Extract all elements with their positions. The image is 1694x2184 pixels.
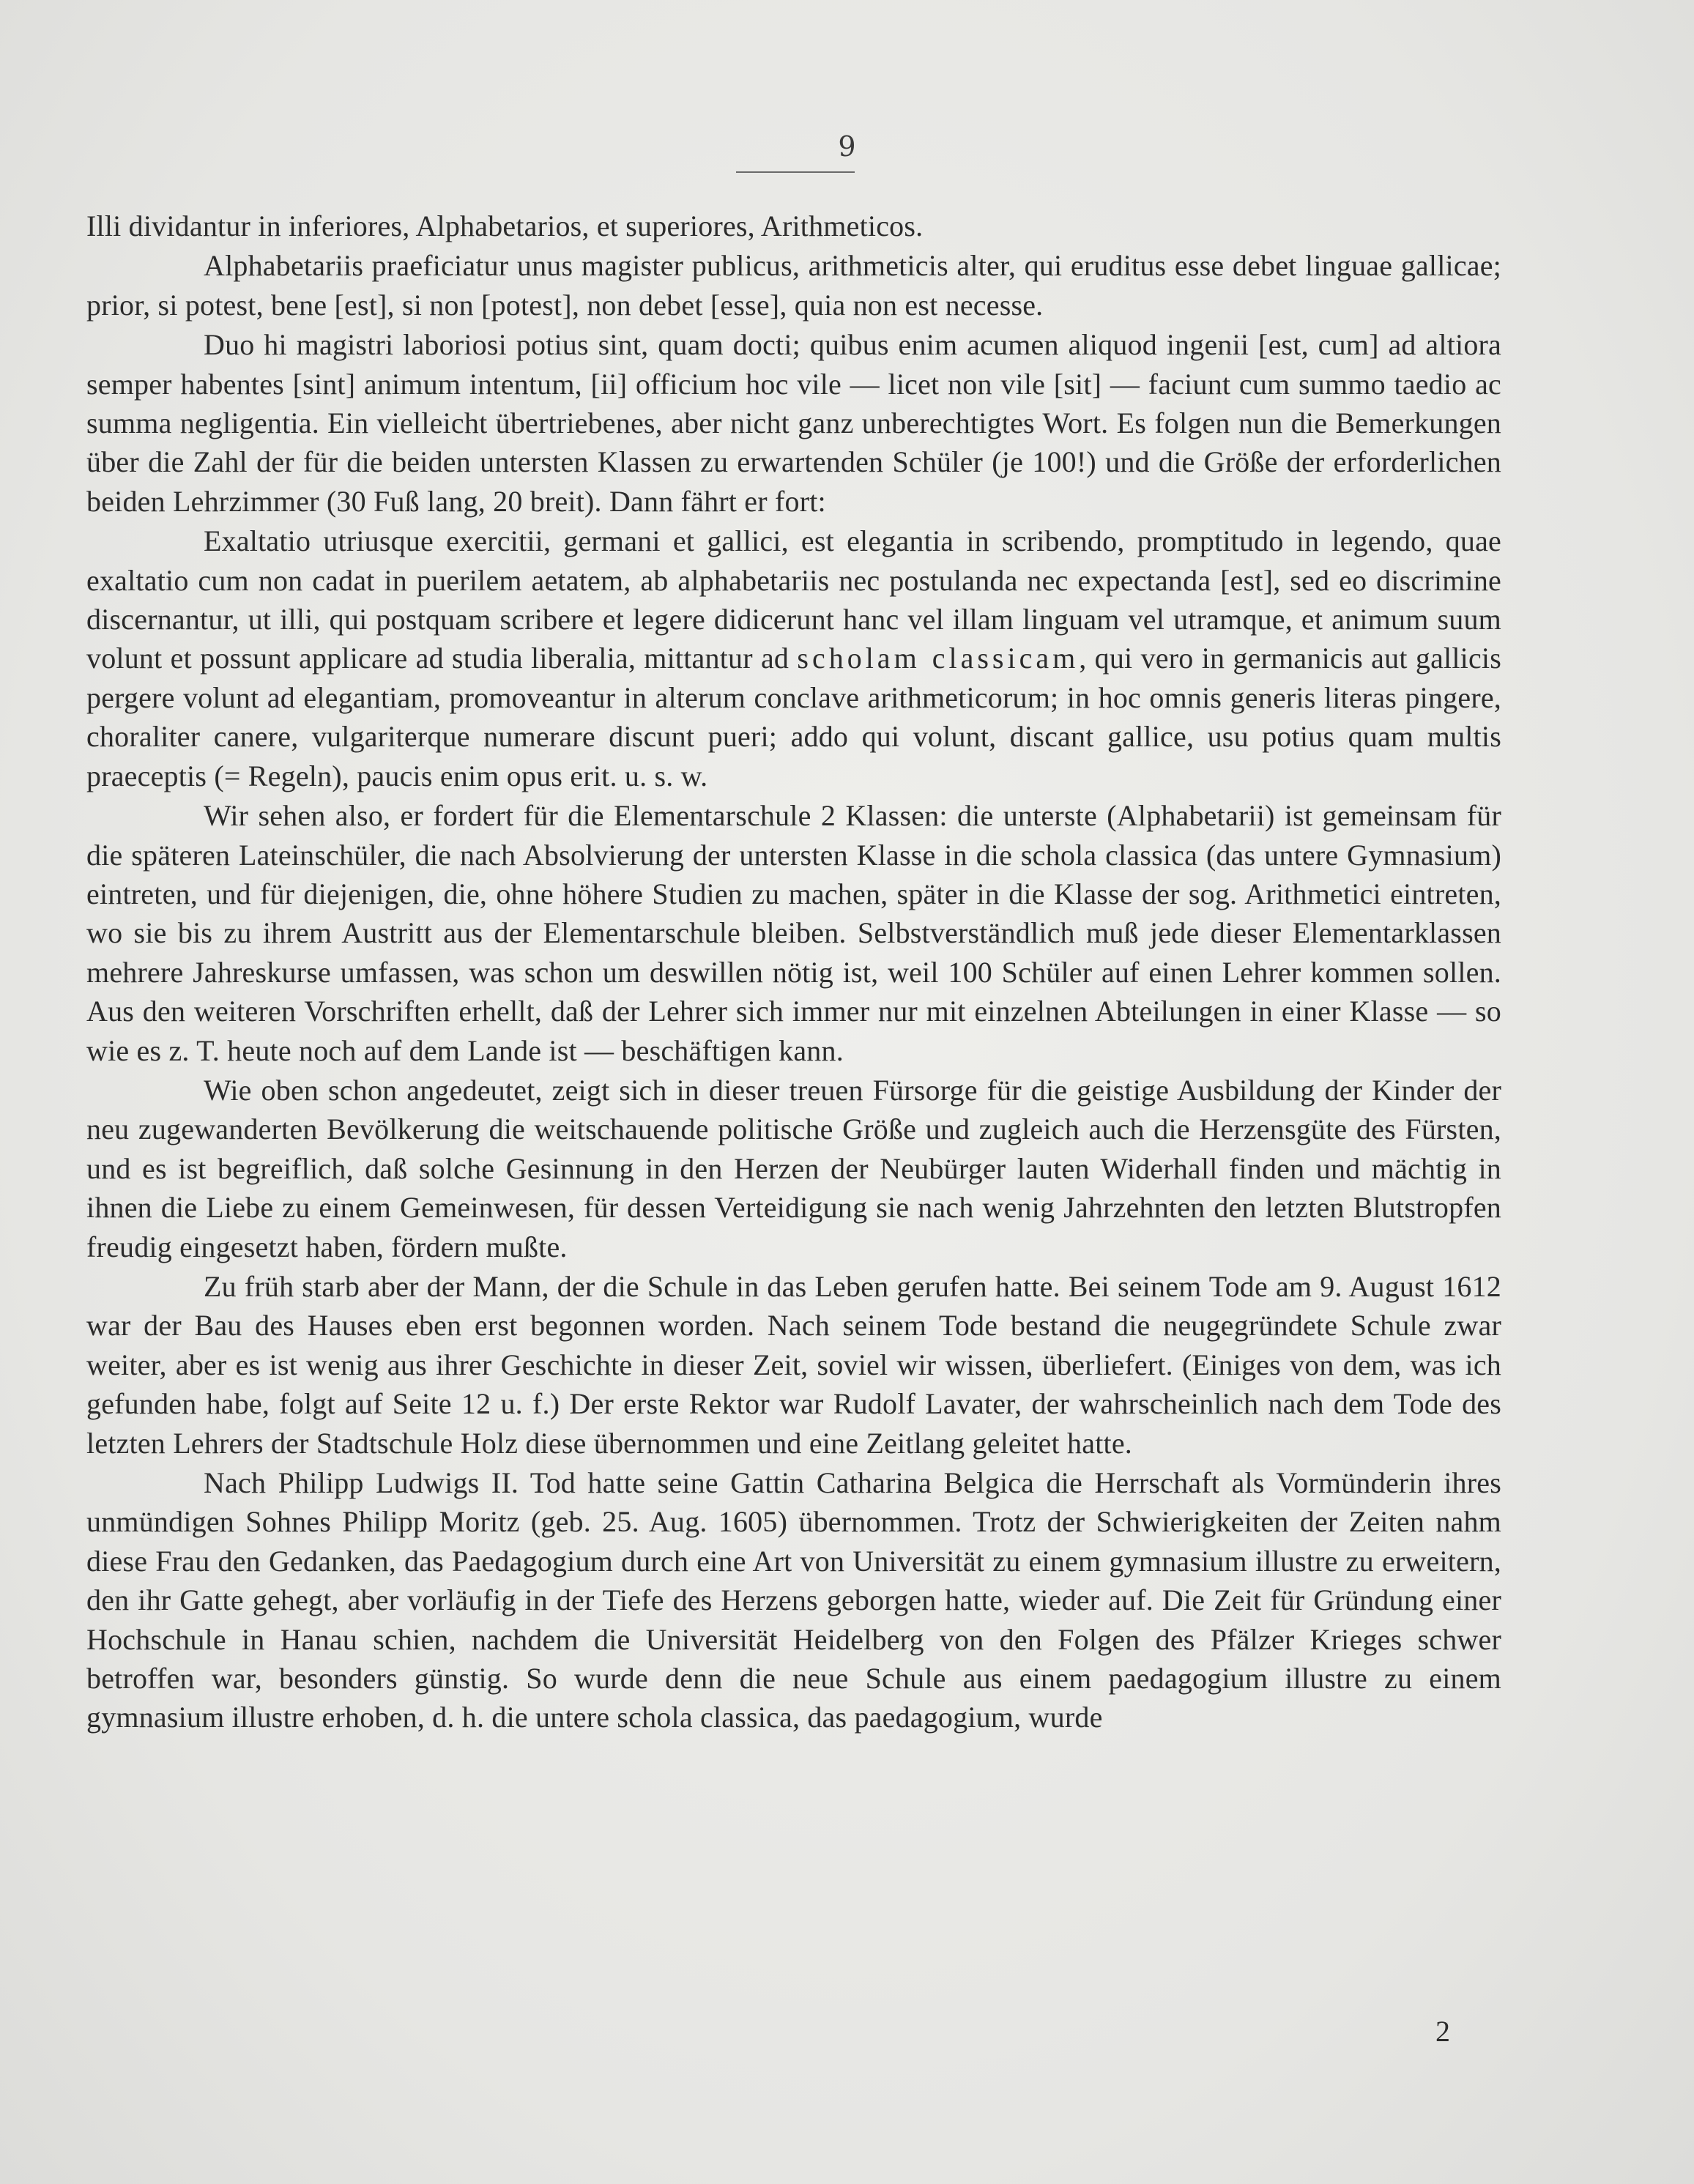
- paragraph-4: [86, 521, 1501, 795]
- paragraph-5: Wir sehen also, er fordert für die Elementarschule 2 Klassen: die unterste (Alphabetarii) ist gemeinsam für die späteren Lateinschüler, die nach Absolvierung der untersten Klasse in die schola classica (das untere Gymnasium) eintreten, und für diejenigen, die, ohne höhere Studien zu machen, später in die Klasse der sog. Arithmetici eintreten, wo sie bis zu ihrem Austritt aus der Elementarschule bleiben. Selbstverständlich muß jede dieser Elementarklassen mehrere Jahreskurse umfassen, was schon um deswillen nötig ist, weil 100 Schüler auf einen Lehrer kommen sollen. Aus den weiteren Vorschriften erhellt, daß der Lehrer sich immer nur mit einzelnen Abteilungen in einer Klasse — so wie es z. T. heute noch auf dem Lande ist — beschäftigen kann.: [86, 799, 1501, 1067]
- paragraph-4-part-2: , qui vero in germanicis aut gallicis pergere volunt ad elegantiam, promoveantur in alterum conclave arithmeticorum; in hoc omnis generis literas pingere, choraliter canere, vulgariterque numerare discunt pueri; addo qui volunt, discant gallice, usu potius quam multis praeceptis (= Regeln), paucis enim opus erit. u. s. w.: [86, 642, 1501, 792]
- body-text: [86, 207, 1501, 1738]
- signature-mark: 2: [1435, 2015, 1450, 2048]
- paragraph-7: Zu früh starb aber der Mann, der die Schule in das Leben gerufen hatte. Bei seinem Tode am 9. August 1612 war der Bau des Hauses eben erst begonnen worden. Nach seinem Tode bestand die neugegründete Schule zwar weiter, aber es ist wenig aus ihrer Geschichte in dieser Zeit, soviel wir wissen, überliefert. (Einiges von dem, was ich gefunden habe, folgt auf Seite 12 u. f.) Der erste Rektor war Rudolf Lavater, der wahrscheinlich nach dem Tode des letzten Lehrers der Stadtschule Holz diese übernommen und eine Zeitlang geleitet hatte.: [86, 1269, 1501, 1460]
- paragraph-1: Illi dividantur in inferiores, Alphabetarios, et superiores, Arithmeticos.: [86, 209, 924, 242]
- paragraph-6: Wie oben schon angedeutet, zeigt sich in dieser treuen Fürsorge für die geistige Ausbildung der Kinder der neu zugewanderten Bevölkerung die weitschauende politische Größe und zugleich auch die Herzensgüte des Fürsten, und es ist begreiflich, daß solche Gesinnung in den Herzen der Neubürger lauten Widerhall finden und mächtig in ihnen die Liebe zu einem Gemeinwesen, für dessen Verteidigung sie nach wenig Jahrzehnten den letzten Blutstropfen freudig eingesetzt haben, fördern mußte.: [86, 1073, 1501, 1263]
- paragraph-3: Duo hi magistri laboriosi potius sint, quam docti; quibus enim acumen aliquod ingenii [est, cum] ad altiora semper habentes [sint] animum intentum, [ii] officium hoc vile — licet non vile [sit] — faciunt cum summo taedio ac summa negligentia. Ein vielleicht übertriebenes, aber nicht ganz unberechtigtes Wort. Es folgen nun die Bemerkungen über die Zahl der für die beiden untersten Klassen zu erwartenden Schüler (je 100!) und die Größe der erforderlichen beiden Lehrzimmer (30 Fuß lang, 20 breit). Dann fährt er fort:: [86, 328, 1501, 518]
- paragraph-8: Nach Philipp Ludwigs II. Tod hatte seine Gattin Catharina Belgica die Herrschaft als Vormünderin ihres unmündigen Sohnes Philipp Moritz (geb. 25. Aug. 1605) übernommen. Trotz der Schwierigkeiten der Zeiten nahm diese Frau den Gedanken, das Paedagogium durch eine Art von Universität zu einem gymnasium illustre zu erweitern, den ihr Gatte gehegt, aber vorläufig in der Tiefe des Herzens geborgen hatte, wieder auf. Die Zeit für Gründung einer Hochschule in Hanau schien, nachdem die Universität Heidelberg von den Folgen des Pfälzer Krieges schwer betroffen war, besonders günstig. So wurde denn die neue Schule aus einem paedagogium illustre zu einem gymnasium illustre erhoben, d. h. die untere schola classica, das paedagogium, wurde: [86, 1466, 1501, 1734]
- paragraph-4-part-1: Exaltatio utriusque exercitii, germani et gallici, est elegantia in scribendo, promptitudo in legendo, quae exaltatio cum non cadat in puerilem aetatem, ab alphabetariis nec postulanda nec expectanda [est], sed eo discrimine discernantur, ut illi, qui postquam scribere et legere didicerunt hanc vel illam linguam vel utramque, et animum suum volunt et possunt applicare ad studia liberalia, mittantur ad: [86, 524, 1501, 675]
- page-number: 9: [838, 130, 856, 163]
- paragraph-2: Alphabetariis praeficiatur unus magister publicus, arithmeticis alter, qui eruditus esse debet linguae gallicae; prior, si potest, bene [est], si non [potest], non debet [esse], quia non est necesse.: [86, 249, 1501, 322]
- header-rule: [736, 171, 855, 173]
- paragraph-4-spaced-term: scholam classicam: [797, 642, 1080, 675]
